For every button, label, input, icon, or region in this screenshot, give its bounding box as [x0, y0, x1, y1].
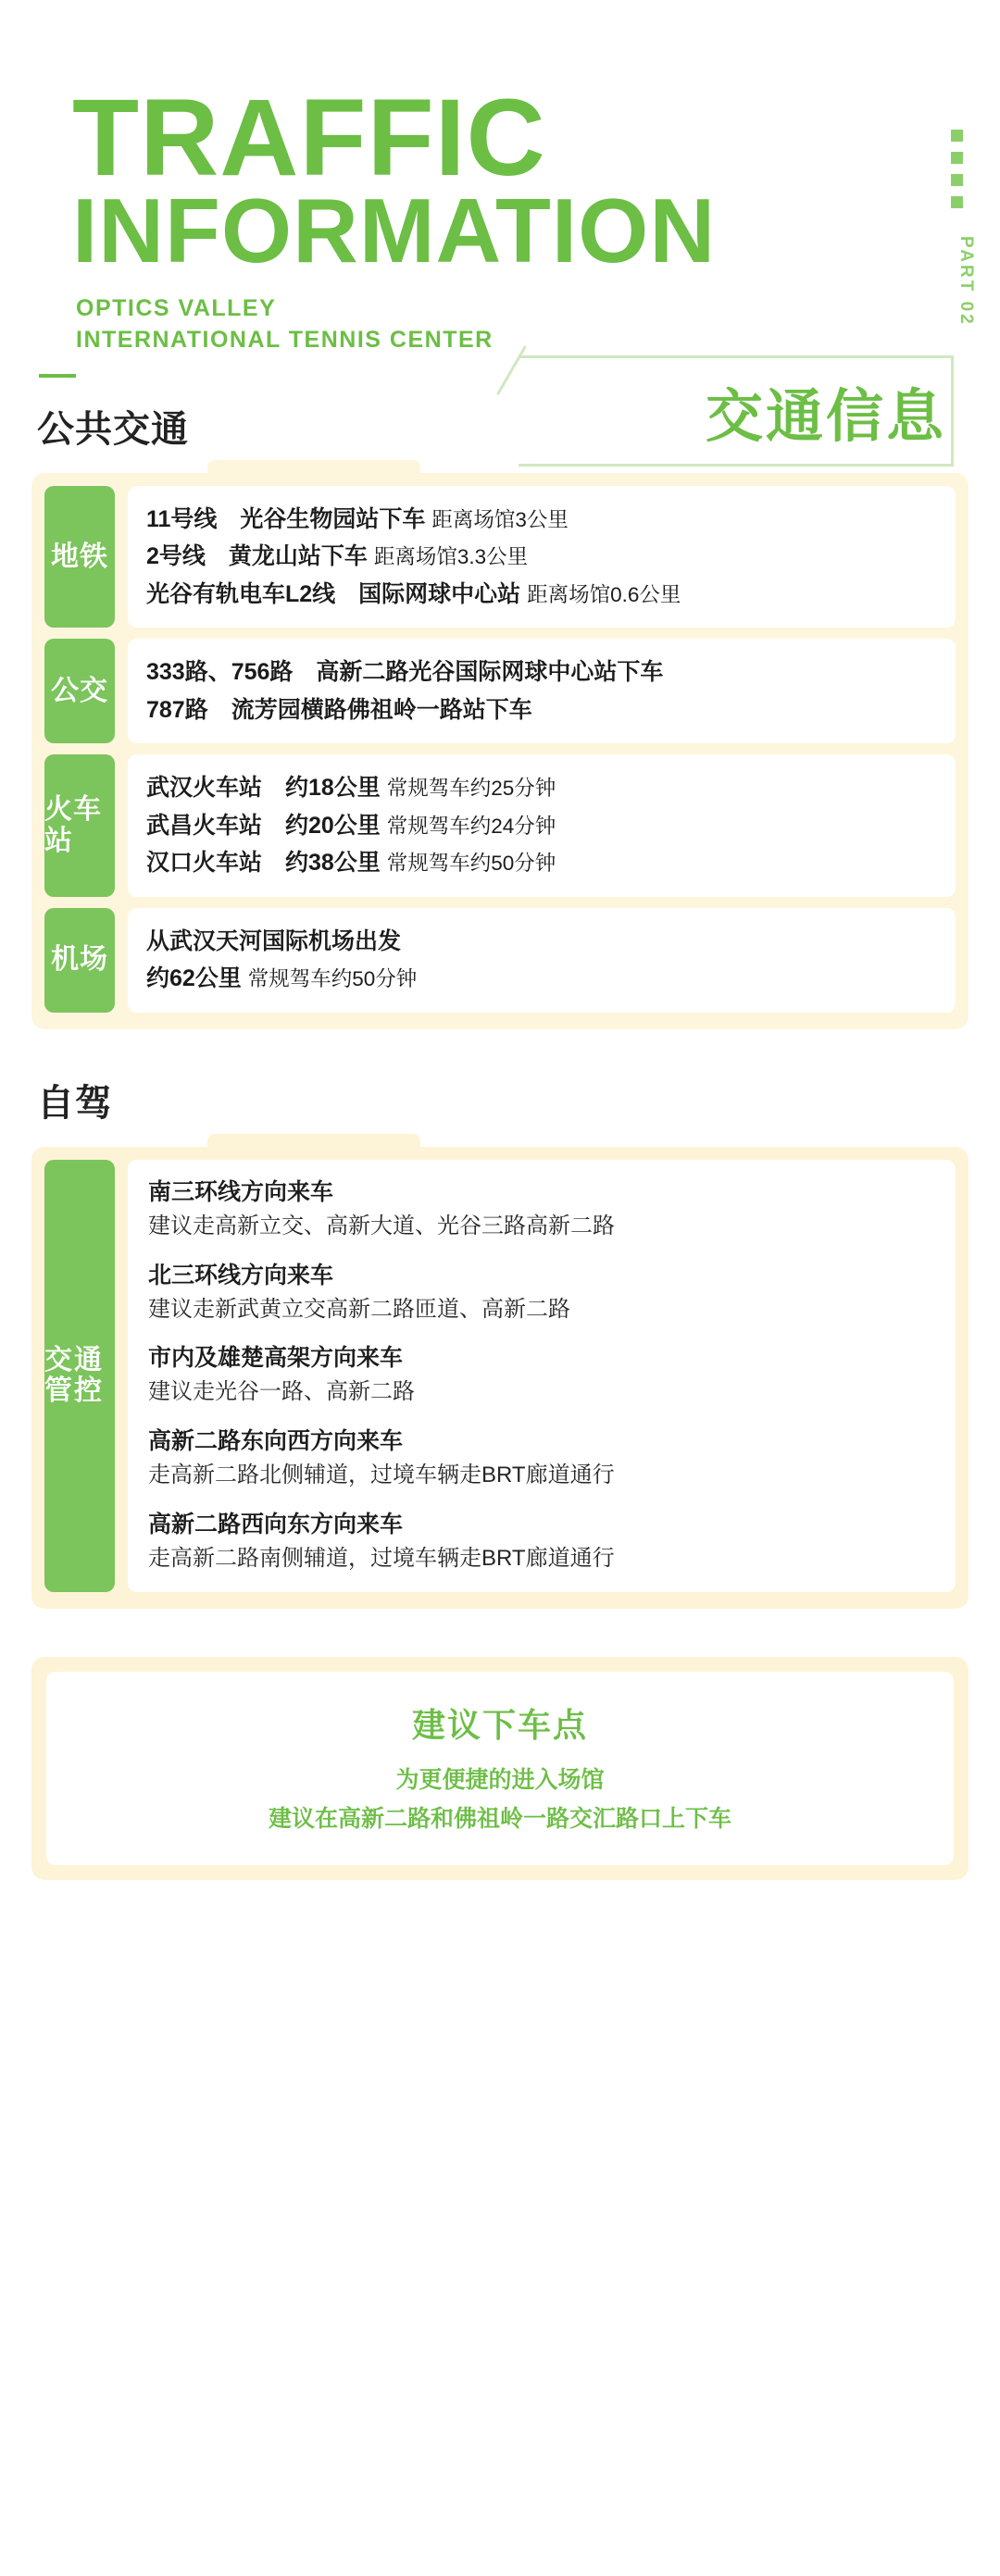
panel-airport: [128, 908, 956, 1013]
list-item: [146, 769, 937, 807]
railway-line-1-note: 常规驾车约25分钟: [386, 777, 556, 801]
airport-line-1-bold: 从武汉天河国际机场出发: [146, 927, 402, 954]
railway-line-1-bold: 武汉火车站 约18公里: [146, 775, 381, 802]
list-item: [148, 1260, 935, 1326]
dropoff-inner: [46, 1672, 954, 1865]
panel-railway: [128, 754, 956, 897]
dropoff-title: 建议下车点: [411, 1705, 588, 1744]
transport-row-airport: [44, 908, 956, 1013]
hero-title-line1: TRAFFIC: [72, 77, 546, 199]
section-title-public-transport: 公共交通: [37, 408, 189, 450]
transport-row-railway: [44, 754, 956, 897]
panel-traffic-control: [128, 1160, 956, 1592]
tag-railway: 火车站: [44, 754, 115, 897]
hero-title-line2: INFORMATION: [72, 179, 717, 281]
metro-line-2-note: 距离场馆3.3公里: [373, 545, 529, 569]
driving-item-5-body: 走高新二路南侧辅道，过境车辆走BRT廊道通行: [148, 1545, 615, 1571]
metro-line-3-bold: 光谷有轨电车L2线 国际网球中心站: [146, 580, 521, 607]
driving-item-2-body: 建议走新武黄立交高新二路匝道、高新二路: [148, 1296, 570, 1322]
driving-row: [44, 1160, 956, 1592]
list-item: [146, 807, 937, 845]
bus-line-1-bold: 333路、756路 高新二路光谷国际网球中心站下车: [146, 659, 664, 686]
list-item: [146, 923, 937, 961]
list-item: [146, 538, 937, 576]
metro-line-2-bold: 2号线 黄龙山站下车: [146, 543, 368, 570]
section-title-self-driving: 自驾: [37, 1082, 113, 1124]
dropoff-line2: 建议在高新二路和佛祖岭一路交汇路口上下车: [268, 1805, 731, 1832]
driving-item-2-head: 北三环线方向来车: [148, 1262, 334, 1288]
dropoff-line1: 为更便捷的进入场馆: [395, 1766, 605, 1793]
hero-subtitle-line2: INTERNATIONAL TENNIS CENTER: [76, 326, 494, 353]
hero-divider: [39, 374, 76, 378]
list-item: [146, 844, 937, 882]
airport-line-2-note: 常规驾车约50分钟: [247, 967, 418, 991]
hero-subtitle: [76, 292, 1000, 355]
driving-item-1-head: 南三环线方向来车: [148, 1178, 334, 1205]
hero-title-chinese: 交通信息: [705, 385, 946, 449]
card-notch: [207, 460, 420, 475]
self-driving-card: [31, 1147, 969, 1609]
railway-line-3-bold: 汉口火车站 约38公里: [146, 850, 381, 877]
list-item: [146, 501, 937, 539]
hero-subtitle-line1: OPTICS VALLEY: [76, 294, 277, 321]
part-label: PART 02: [956, 236, 976, 327]
driving-item-5-head: 高新二路西向东方向来车: [148, 1511, 404, 1537]
metro-line-1-note: 距离场馆3公里: [431, 507, 569, 531]
list-item: [146, 691, 937, 729]
driving-item-1-body: 建议走高新立交、高新大道、光谷三路高新二路: [148, 1213, 615, 1238]
panel-metro: [128, 486, 956, 628]
tag-bus: 公交: [44, 639, 115, 743]
transport-row-bus: [44, 639, 956, 743]
railway-line-2-note: 常规驾车约24分钟: [386, 814, 556, 838]
panel-bus: [128, 639, 956, 743]
list-item: [148, 1425, 935, 1492]
railway-line-3-note: 常规驾车约50分钟: [386, 852, 556, 876]
driving-item-3-body: 建议走光谷一路、高新二路: [148, 1379, 415, 1405]
railway-line-2-bold: 武昌火车站 约20公里: [146, 812, 381, 839]
hero-title: [72, 77, 1000, 281]
airport-line-2-bold: 约62公里: [146, 965, 242, 992]
list-item: [146, 960, 937, 998]
public-transport-card: [31, 473, 969, 1029]
transport-row-metro: [44, 486, 956, 628]
list-item: [148, 1176, 935, 1243]
metro-line-3-note: 距离场馆0.6公里: [527, 582, 681, 606]
list-item: [148, 1509, 935, 1575]
decorative-dots: [951, 130, 963, 208]
list-item: [146, 653, 937, 691]
bus-line-2-bold: 787路 流芳园横路佛祖岭一路站下车: [146, 696, 532, 723]
list-item: [148, 1342, 935, 1409]
tag-airport: 机场: [44, 908, 115, 1013]
list-item: [146, 576, 937, 614]
tag-traffic-control: 交通管控: [44, 1160, 115, 1592]
metro-line-1-bold: 11号线 光谷生物园站下车: [146, 505, 426, 532]
dropoff-card: [31, 1657, 969, 1880]
driving-item-3-head: 市内及雄楚高架方向来车: [148, 1345, 404, 1372]
driving-item-4-head: 高新二路东向西方向来车: [148, 1428, 404, 1455]
driving-item-4-body: 走高新二路北侧辅道，过境车辆走BRT廊道通行: [148, 1462, 615, 1488]
card-notch: [207, 1134, 420, 1149]
tag-metro: 地铁: [44, 486, 115, 628]
